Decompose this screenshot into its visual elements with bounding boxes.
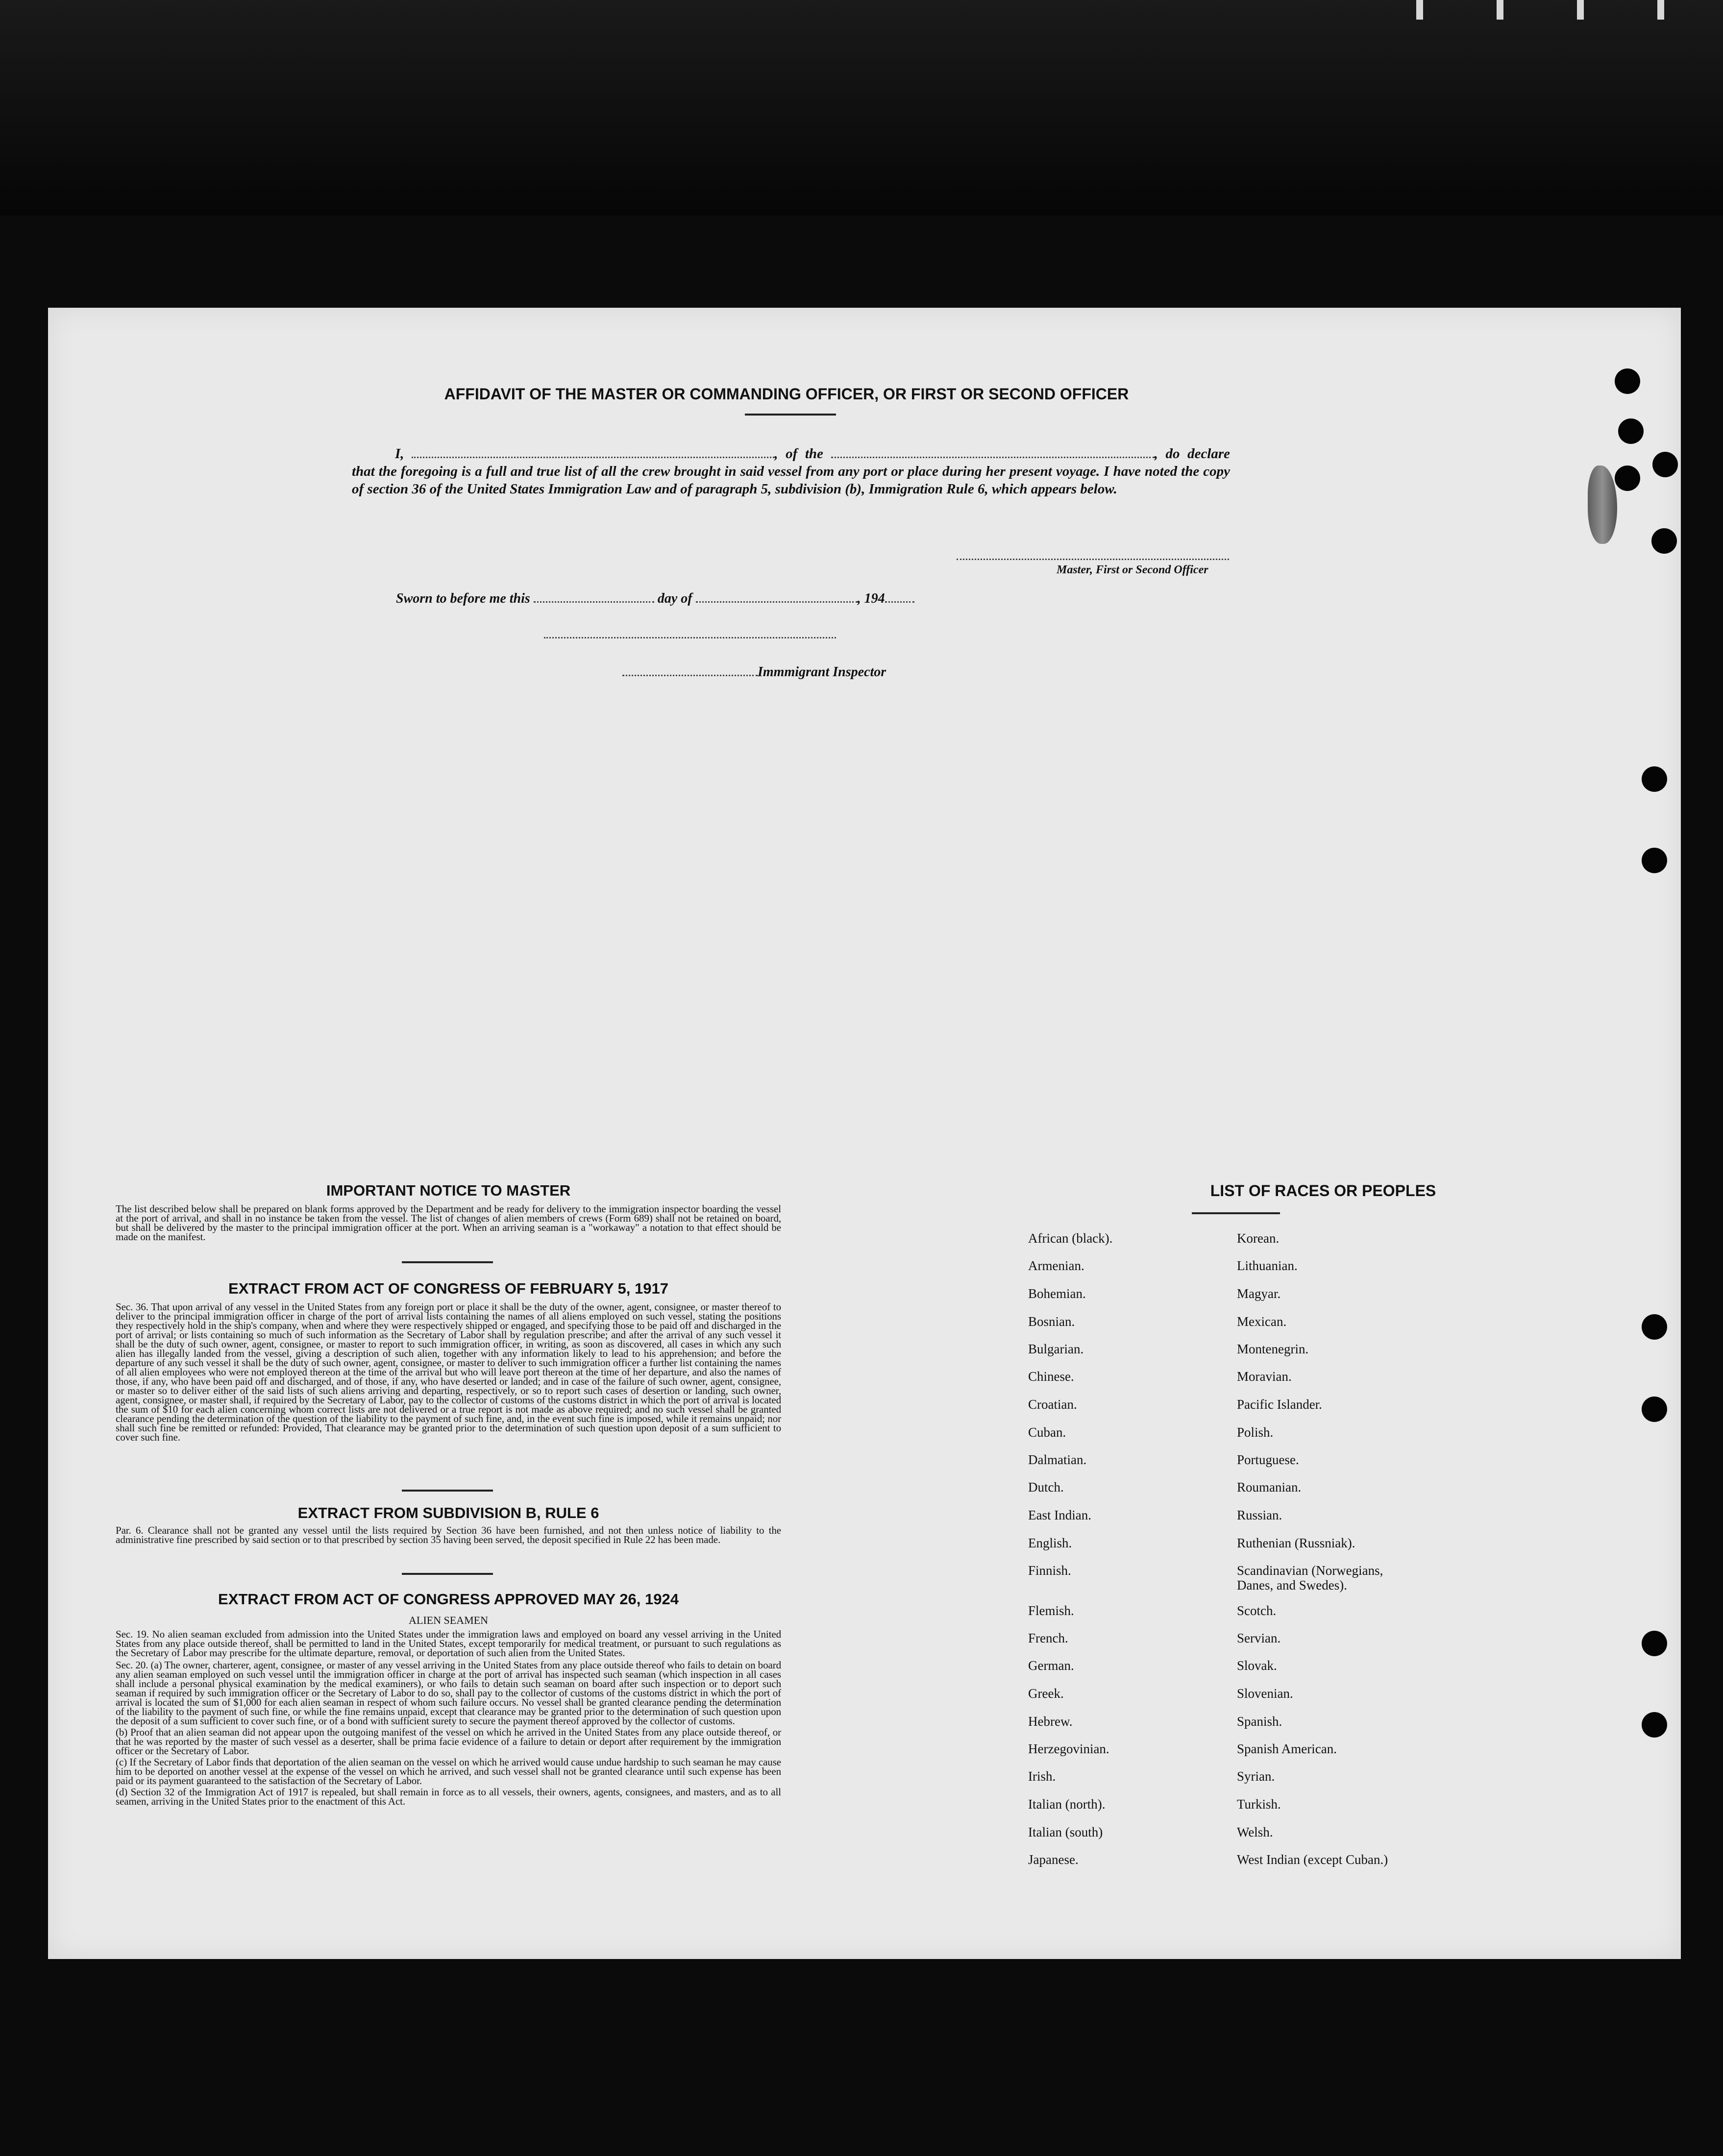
race-item: Polish.: [1237, 1425, 1274, 1440]
race-item: Slovak.: [1237, 1658, 1277, 1673]
year-label: , 194: [857, 591, 885, 606]
race-item: Chinese.: [1028, 1369, 1074, 1384]
extract-1917-rule: [402, 1490, 493, 1492]
affidavit-body: that the foregoing is a full and true list of all the crew brought in said vessel from any port or place during her present voyage. I have noted the copy of section 36 of the United States Immigration Law and of paragraph 5, subdivision (b), Immigration Rule 6, which appears below.: [352, 464, 1230, 497]
punch-hole: [1642, 766, 1667, 792]
sec19-text: Sec. 19. No alien seaman excluded from admission into the United States under the immigration laws and employed on board any vessel arriving in the United States from any place outside thereof, shall be permitted to land in the United States, except temporarily for medical treatment, or pursuant to such regulations as the Secretary of Labor may prescribe for the ultimate departure, removal, or deportation of such alien from the United States.: [116, 1628, 781, 1659]
sworn-day-field[interactable]: [534, 601, 654, 603]
frame-mark: [1657, 0, 1664, 20]
punch-hole: [1651, 528, 1677, 554]
affidavit-title-rule: [745, 414, 836, 416]
extract-1924-text: [116, 1630, 781, 1806]
film-frame-marks: [1416, 0, 1664, 20]
punch-hole: [1618, 418, 1644, 444]
race-item: Slovenian.: [1237, 1686, 1293, 1701]
race-item: Magyar.: [1237, 1286, 1281, 1301]
punch-hole: [1615, 466, 1640, 491]
punch-hole: [1642, 1712, 1667, 1738]
witness-signature-line[interactable]: [544, 637, 836, 638]
frame-mark: [1577, 0, 1584, 20]
race-item: Moravian.: [1237, 1369, 1292, 1384]
affidavit-title: AFFIDAVIT OF THE MASTER OR COMMANDING OFFICER, OR FIRST OR SECOND OFFICER: [444, 385, 1129, 403]
race-item: Syrian.: [1237, 1769, 1275, 1784]
race-item: Greek.: [1028, 1686, 1064, 1701]
extract-1917-text: Sec. 36. That upon arrival of any vessel in the United States from any foreign port or place it shall be the duty of the owner, agent, consignee, or master thereof to deliver to the principal immigration officer in charge of the port of arrival lists containing the names of all aliens employed on such vessel, stating the positions they respectively hold in the ship's company, when and where they were respectively shipped or engaged, and specifying those to be paid off and discharged in the port of arrival; or lists containing so much of such information as the Secretary of Labor shall by regulation prescribe; and after the arrival of any such vessel it shall be the duty of such owner, agent, consignee, or master to report to such immigration officer, in writing, as soon as discovered, all cases in which any such alien has illegally landed from the vessel, giving a description of such alien, together with any information likely to lead to his apprehension; and before the departure of any such vessel it shall be the duty of such owner, agent, consignee, or master to deliver to such immigration officer a further list containing the names of all alien employees who were not employed thereon at the time of the arrival but who will leave port thereon at the time of her departure, and also the names of those, if any, who have been paid off and discharged, and of those, if any, who have deserted or landed; and in case of the failure of such owner, agent, consignee, or master so to deliver either of the said lists of such aliens arriving and departing, respectively, or so to report such cases of desertion or landing, such owner, agent, consignee, or master shall, if required by the Secretary of Labor, pay to the collector of customs of the customs district in which the port of arrival is located the sum of $10 for each alien concerning whom correct lists are not delivered or a true report is not made as above required; and no such vessel shall be granted clearance pending the determination of the question of the liability to the payment of such fine, and, in the event such fine is imposed, while it remains unpaid; nor shall such fine be remitted or refunded: Provided, That clearance may be granted prior to the determination of such question upon deposit of a sum sufficient to cover such fine.: [116, 1301, 781, 1443]
race-item: Spanish American.: [1237, 1741, 1337, 1756]
race-item: Hebrew.: [1028, 1714, 1073, 1729]
race-item: Mexican.: [1237, 1314, 1287, 1329]
race-item: German.: [1028, 1658, 1074, 1673]
races-left-column: [1028, 1231, 1224, 1878]
races-title: LIST OF RACES OR PEOPLES: [1210, 1182, 1436, 1200]
vessel-name-field[interactable]: [831, 457, 1155, 458]
race-item: Irish.: [1028, 1769, 1056, 1784]
extract-rule6-title: EXTRACT FROM SUBDIVISION B, RULE 6: [297, 1504, 599, 1521]
sworn-year-field[interactable]: [885, 601, 914, 603]
races-title-rule: [1192, 1212, 1280, 1214]
race-item: West Indian (except Cuban.): [1237, 1852, 1388, 1867]
microfilm-top-band: [0, 0, 1723, 216]
frame-mark: [1497, 0, 1503, 20]
race-item: Finnish.: [1028, 1563, 1071, 1578]
race-item: Herzegovinian.: [1028, 1741, 1109, 1756]
race-item: Ruthenian (Russniak).: [1237, 1536, 1355, 1550]
punch-hole: [1642, 848, 1667, 873]
race-item: Pacific Islander.: [1237, 1397, 1322, 1412]
notice-title: IMPORTANT NOTICE TO MASTER: [326, 1182, 571, 1199]
race-item: Flemish.: [1028, 1603, 1074, 1618]
race-item: Korean.: [1237, 1231, 1280, 1246]
race-item: Roumanian.: [1237, 1480, 1302, 1494]
race-item: Bohemian.: [1028, 1286, 1086, 1301]
race-item: Bulgarian.: [1028, 1342, 1084, 1356]
race-item: Japanese.: [1028, 1852, 1079, 1867]
sec20c-text: (c) If the Secretary of Labor finds that deportation of the alien seaman on the vessel on which he arrived would cause undue hardship to such seaman he may cause him to be deported on another vessel at the expense of the vessel on which he arrived, and such vessel shall not be granted clearance until such expense has been paid or its payment guaranteed to the satisfaction of the Secretary of Labor.: [116, 1756, 781, 1787]
races-right-column: [1237, 1231, 1511, 1878]
sworn-label: Sworn to before me this: [396, 591, 530, 606]
punch-hole: [1642, 1396, 1667, 1422]
punch-hole: [1642, 1631, 1667, 1656]
master-signature-label: Master, First or Second Officer: [1057, 564, 1208, 576]
race-item: Portuguese.: [1237, 1452, 1299, 1467]
extract-1917-title: EXTRACT FROM ACT OF CONGRESS OF FEBRUARY 5, 1917: [228, 1280, 668, 1297]
sworn-month-field[interactable]: [696, 601, 858, 603]
extract-rule6-text: Par. 6. Clearance shall not be granted any vessel until the lists required by Section 36 have been furnished, and not then unless notice of liability to the administrative fine prescribed by said section or to that prescribed by section 35 having been served, the deposit specified in Rule 22 has been made.: [116, 1524, 781, 1545]
race-item: Dutch.: [1028, 1480, 1064, 1494]
race-item: Croatian.: [1028, 1397, 1077, 1412]
punch-hole: [1615, 368, 1640, 394]
race-item: Spanish.: [1237, 1714, 1282, 1729]
extract-rule6-rule: [402, 1573, 493, 1575]
race-item: Russian.: [1237, 1508, 1282, 1522]
affidavit-i-label: I,: [395, 446, 404, 462]
notice-text: The list described below shall be prepared on blank forms approved by the Department and be ready for delivery to the immigration inspector boarding the vessel at the port of arrival, and shall in no instance be taken from the vessel. The list of changes of alien members of crews (Form 689) shall not be retained on board, but shall be delivered by the master to the principal immigration officer at the port. When an arriving seaman is a "workaway" a notation to that effect should be made on the manifest.: [116, 1203, 781, 1243]
race-item: English.: [1028, 1536, 1072, 1550]
race-item: French.: [1028, 1631, 1068, 1645]
race-item: Dalmatian.: [1028, 1452, 1087, 1467]
race-item: Servian.: [1237, 1631, 1281, 1645]
race-item: Montenegrin.: [1237, 1342, 1309, 1356]
inspector-line: [622, 664, 886, 680]
notice-rule: [402, 1261, 493, 1263]
race-item: Scandinavian (Norwegians, Danes, and Swedes).: [1237, 1563, 1383, 1592]
race-item: Turkish.: [1237, 1797, 1281, 1812]
inspector-label: Immmigrant Inspector: [758, 664, 886, 680]
affidavit-of-the: , of the: [774, 446, 823, 462]
affidavit-statement: [352, 445, 1230, 498]
race-item: Cuban.: [1028, 1425, 1066, 1440]
race-item: Scotch.: [1237, 1603, 1277, 1618]
race-item: Bosnian.: [1028, 1314, 1075, 1329]
master-signature-line[interactable]: [957, 559, 1229, 560]
race-item: Welsh.: [1237, 1825, 1273, 1839]
master-name-field[interactable]: [412, 457, 774, 458]
affidavit-do-declare: , do declare: [1154, 446, 1231, 462]
punch-hole: [1642, 1314, 1667, 1340]
race-item: Armenian.: [1028, 1258, 1084, 1273]
affidavit-first-line: [352, 445, 1230, 463]
sworn-line: [396, 591, 914, 607]
race-item: Lithuanian.: [1237, 1258, 1298, 1273]
sec20a-text: Sec. 20. (a) The owner, charterer, agent, consignee, or master of any vessel arriving in the United States from any place outside thereof who fails to detain on board any alien seaman employed on such vessel until the immigration officer in charge at the port of arrival has inspected such seaman (which inspection in all cases shall include a personal physical examination by the medical examiners), or who fails to detain such seaman on board after such inspection or to deport such seaman if required by such immigration officer or the Secretary of Labor to do so, shall pay to the collector of customs of the customs district in which the port of arrival is located the sum of $1,000 for each alien seaman in respect of whom such failure occurs. No vessel shall be granted clearance pending the determination of the liability to the payment of such fine, or while the fine remains unpaid, except that clearance may be granted prior to the determination of such question upon the deposit of a sum sufficient to cover such fine, or of a bond with sufficient surety to secure the payment thereof approved by the collector of customs.: [116, 1659, 781, 1727]
frame-mark: [1416, 0, 1423, 20]
alien-seamen-subtitle: ALIEN SEAMEN: [409, 1614, 488, 1626]
extract-1924-title: EXTRACT FROM ACT OF CONGRESS APPROVED MAY 26, 1924: [218, 1591, 679, 1608]
sec20b-text: (b) Proof that an alien seaman did not appear upon the outgoing manifest of the vessel on which he arrived in the United States from any place outside thereof, or that he was reported by the master of such vessel as a deserter, shall be prima facie evidence of a failure to detain or deport after requirement by the immigration officer or the Secretary of Labor.: [116, 1726, 781, 1757]
race-item: East Indian.: [1028, 1508, 1091, 1522]
race-item: African (black).: [1028, 1231, 1113, 1246]
sec20d-text: (d) Section 32 of the Immigration Act of 1917 is repealed, but shall remain in force as to all vessels, their owners, agents, consignees, and masters, and as to all seamen, arriving in the United States prior to the enactment of this Act.: [116, 1786, 781, 1807]
day-of-label: day of: [657, 591, 692, 606]
race-item: Italian (north).: [1028, 1797, 1106, 1812]
race-item: Italian (south): [1028, 1825, 1103, 1839]
punch-hole: [1652, 452, 1678, 477]
inspector-signature-field[interactable]: [622, 675, 758, 676]
